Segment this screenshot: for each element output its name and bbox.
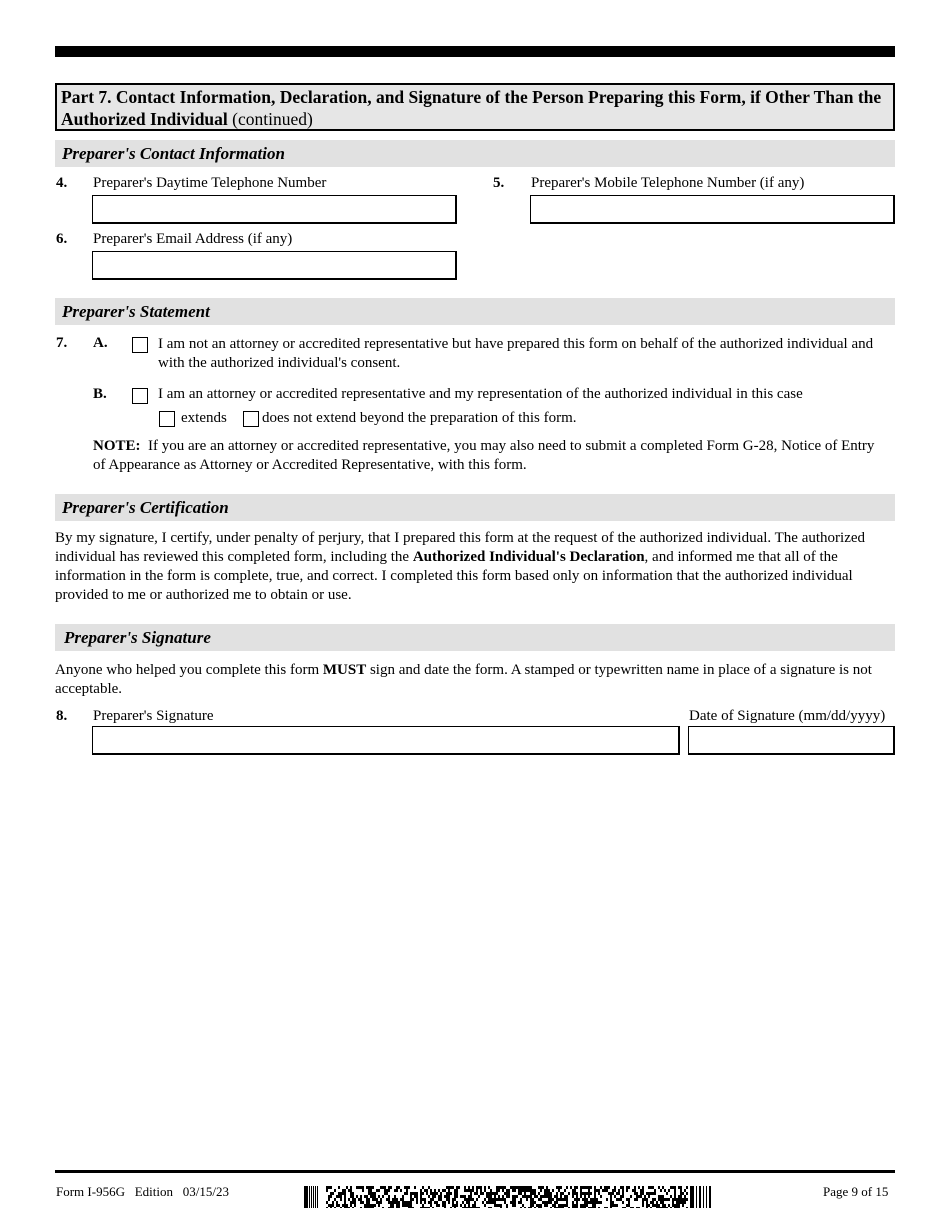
part-title: Part 7. Contact Information, Declaration, and Signature of the Person Preparing this Form, if Other Than the Authorized Individual [61,87,882,129]
footer-rule [55,1170,895,1173]
note-text: If you are an attorney or accredited representative, you may also need to submit a completed Form G-28, Notice of Entry of Appearance as Attorney or Accredited Representative, with this form. [93,438,879,473]
note-label: NOTE: [93,438,141,454]
certification-text-part1: By my signature, I certify, under penalty of perjury, that I prepared this form at the request of the authorized individual. The authorized individual has reviewed this completed form, including the [55,530,866,565]
top-rule [55,46,895,57]
daytime-phone-field[interactable] [92,195,457,224]
barcode [304,1186,712,1208]
certification-section-heading: Preparer's Certification [55,494,895,521]
contact-section-heading: Preparer's Contact Information [55,140,895,167]
item-7-number: 7. [56,335,68,351]
page-number: Page 9 of 15 [823,1184,889,1199]
statement-section-heading: Preparer's Statement [55,298,895,325]
certification-text [55,529,895,605]
mobile-phone-field[interactable] [530,195,895,224]
date-label: Date of Signature (mm/dd/yyyy) [689,708,886,724]
preparer-note [93,437,883,475]
daytime-phone-label: Preparer's Daytime Telephone Number [93,175,327,191]
option-a-checkbox[interactable] [132,337,148,353]
option-b-text: I am an attorney or accredited representative and my representation of the authorized individual in this case [158,386,803,402]
extends-label: extends [181,410,227,426]
signature-instr-bold: MUST [322,662,367,678]
part-header [55,83,895,131]
certification-text-part2: , and informed me that all of the information in the form is complete, true, and correct. I completed this form based only on information that the authorized individual provided to me or authorized me to obtain or use. [55,549,853,603]
email-label: Preparer's Email Address (if any) [93,231,293,247]
not-extend-checkbox[interactable] [243,411,259,427]
certification-text-bold: Authorized Individual's Declaration [412,549,645,565]
signature-instr-part2: sign and date the form. A stamped or typewritten name in place of a signature is not acceptable. [55,662,872,697]
form-edition: Form I-956G Edition 03/15/23 [56,1184,229,1199]
option-b-letter: B. [93,386,107,402]
signature-instructions [55,661,895,699]
extends-checkbox[interactable] [159,411,175,427]
signature-section-heading: Preparer's Signature [55,624,895,651]
option-a-letter: A. [93,335,108,351]
item-5-number: 5. [493,175,505,191]
not-extend-label: does not extend beyond the preparation of this form. [262,410,577,426]
signature-field[interactable] [92,726,680,755]
option-a-text: I am not an attorney or accredited representative but have prepared this form on behalf of the authorized individual and with the authorized individual's consent. [158,336,874,371]
item-6-number: 6. [56,231,68,247]
option-b-checkbox[interactable] [132,388,148,404]
mobile-phone-label: Preparer's Mobile Telephone Number (if any) [531,175,805,191]
item-8-number: 8. [56,708,68,724]
item-4-number: 4. [56,175,68,191]
signature-instr-part1: Anyone who helped you complete this form [55,662,323,678]
part-title-suffix: (continued) [227,109,313,129]
signature-date-field[interactable] [688,726,895,755]
email-field[interactable] [92,251,457,280]
barcode-graphic [304,1186,712,1208]
signature-label: Preparer's Signature [93,708,214,724]
